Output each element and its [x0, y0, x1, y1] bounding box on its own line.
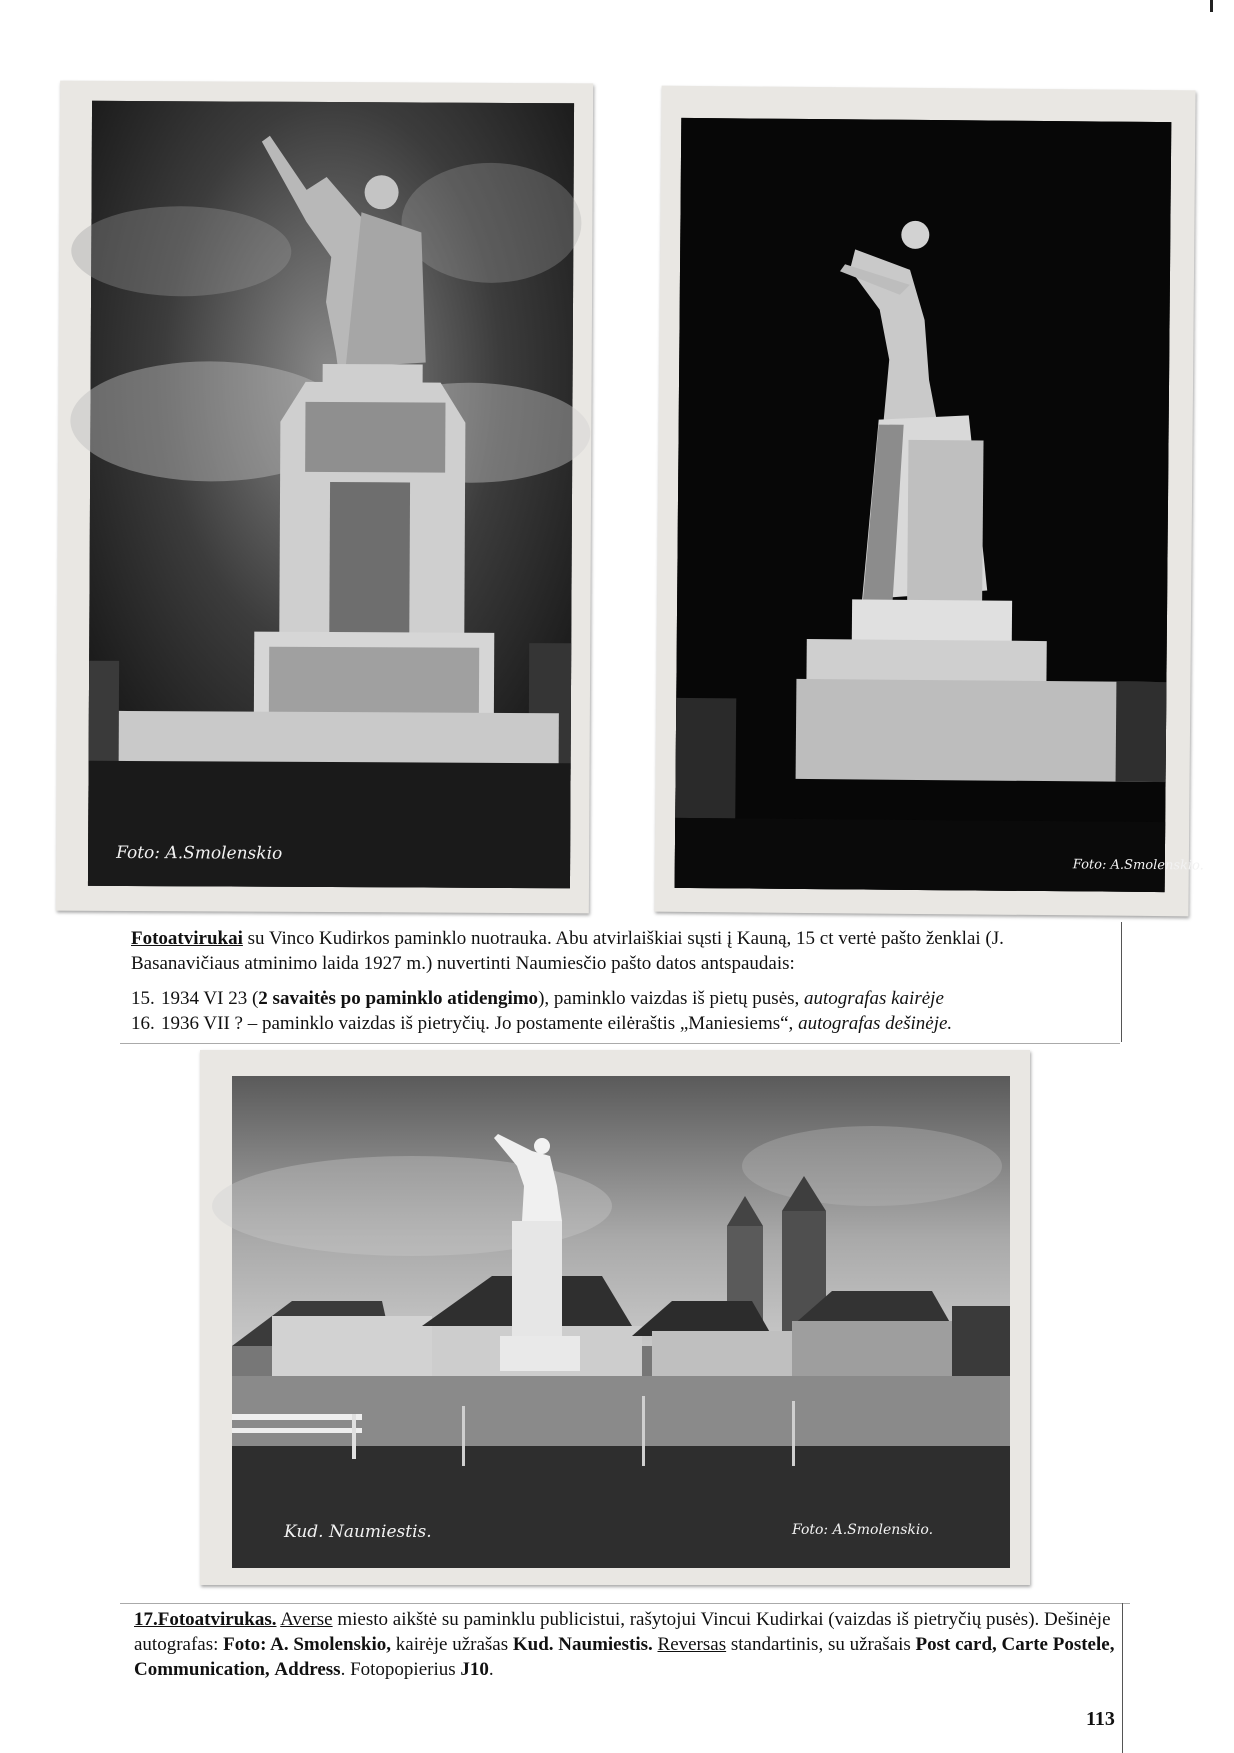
caption1-title: Fotoatvirukai — [131, 928, 243, 949]
caption2-frame-right — [1122, 1603, 1123, 1753]
caption-postcard-17: 17.Fotoatvirukas. Averse miesto aikštė su paminklu publicistui, rašytojui Vincui Kudirkai (vaizdas iš pietryčių pusės). Dešinėje autografas: Foto: A. Smolenskio, kairėje užrašas Kud. Naumiestis. Reversas standartinis, su užrašais Post card, Carte Postele, Communication, Address. Fotopopierius J10. — [134, 1609, 1115, 1680]
town-square-photo — [232, 1076, 1010, 1568]
caption2-title: 17.Fotoatvirukas. — [134, 1609, 277, 1630]
caption1-frame-right — [1121, 922, 1122, 1042]
caption2-frame-top — [120, 1603, 1130, 1604]
scan-edge-mark — [1210, 0, 1213, 12]
signature-15: Foto: A.Smolenskio — [116, 842, 283, 864]
caption-postcards-15-16 — [131, 926, 1116, 1036]
page-number: 113 — [1086, 1708, 1115, 1730]
list-item-16: 16. 1936 VII ? – paminklo vaizdas iš pietryčių. Jo postamente eilėraštis „Maniesiems“, autografas dešinėje. — [131, 1013, 953, 1034]
signature-17: Foto: A.Smolenskio. — [792, 1522, 934, 1538]
place-label-17: Kud. Naumiestis. — [284, 1522, 432, 1542]
caption1-frame-bottom — [120, 1043, 1120, 1044]
monument-photo-south — [88, 101, 574, 889]
monument-photo-southeast — [675, 118, 1172, 892]
caption1-intro: Fotoatvirukai su Vinco Kudirkos paminklo nuotrauka. Abu atvirlaiškiai sųsti į Kauną, 15 ct vertė pašto ženklai (J. Basanavičiaus atminimo laida 1927 m.) nuvertinti Naumiesčio pašto datos antspaudais: — [131, 928, 1004, 974]
postcard-16 — [654, 86, 1204, 917]
postcard-15 — [56, 81, 593, 914]
postcard-17 — [200, 1050, 1030, 1585]
signature-16: Foto: A.Smolenskio. — [1072, 857, 1204, 874]
list-item-15: 15. 1934 VI 23 (2 savaitės po paminklo atidengimo), paminklo vaizdas iš pietų pusės, autografas kairėje — [131, 988, 944, 1009]
